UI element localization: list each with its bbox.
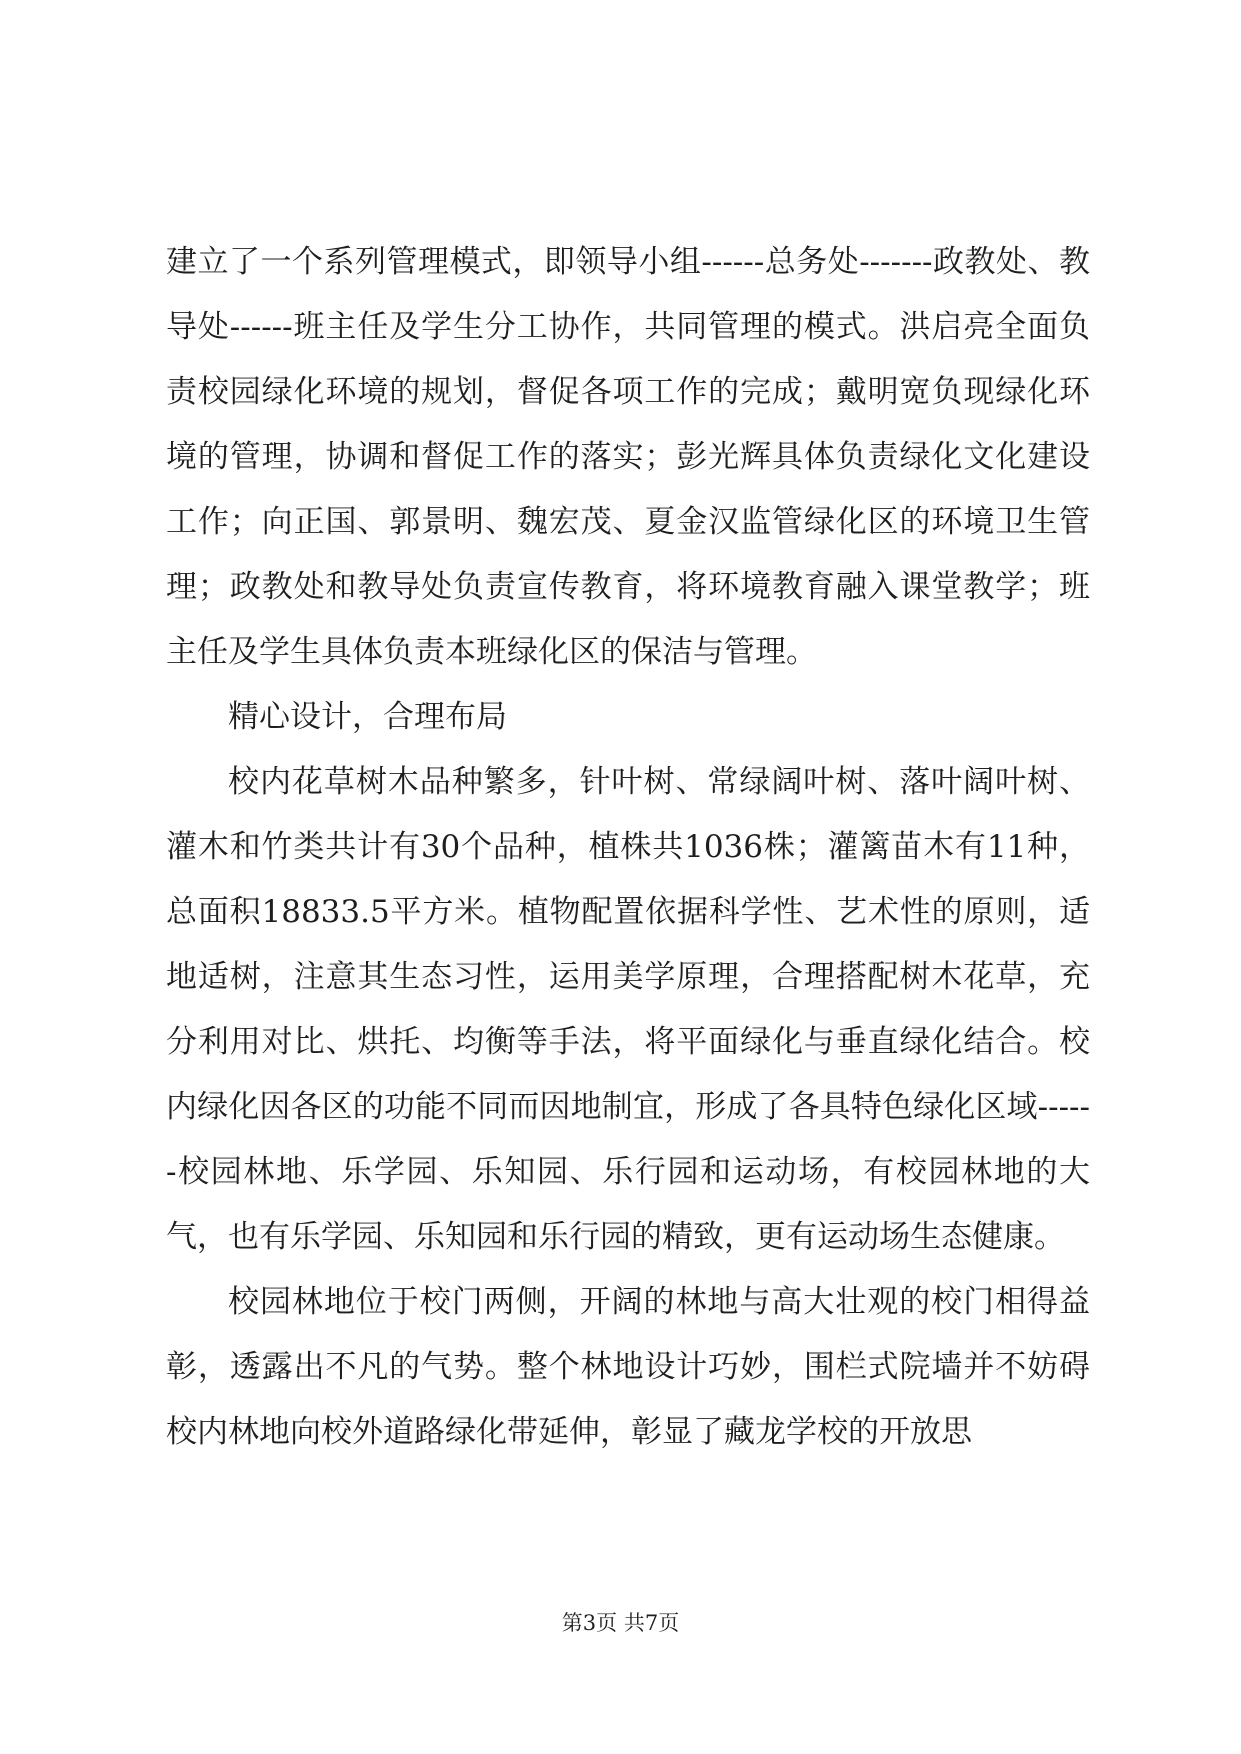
section-heading-design-layout: 精心设计，合理布局 [228,699,507,735]
page-number-label: 第3页 共7页 [561,1611,680,1635]
page-footer [0,1608,1241,1638]
paragraph-plant-varieties: 校内花草树木品种繁多，针叶树、常绿阔叶树、落叶阔叶树、灌木和竹类共计有30个品种，植株共1036株；灌篱苗木有11种，总面积18833.5平方米。植物配置依据科学性、艺术性的原则，适地适树，注意其生态习性，运用美学原理，合理搭配树木花草，充分利用对比、烘托、均衡等手法，将平面绿化与垂直绿化结合。校内绿化因各区的功能不同而因地制宜，形成了各具特色绿化区域------校园林地、乐学园、乐知园、乐行园和运动场，有校园林地的大气，也有乐学园、乐知园和乐行园的精致，更有运动场生态健康。 [166,764,1090,1255]
paragraph-management-structure: 建立了一个系列管理模式，即领导小组------总务处-------政教处、教导处------班主任及学生分工协作，共同管理的模式。洪启亮全面负责校园绿化环境的规划，督促各项工作的完成；戴明宽负现绿化环境的管理，协调和督促工作的落实；彭光辉具体负责绿化文化建设工作；向正国、郭景明、魏宏茂、夏金汉监管绿化区的环境卫生管理；政教处和教导处负责宣传教育，将环境教育融入课堂教学；班主任及学生具体负责本班绿化区的保洁与管理。 [166,244,1090,670]
paragraph-campus-woodland: 校园林地位于校门两侧，开阔的林地与高大壮观的校门相得益彰，透露出不凡的气势。整个林地设计巧妙，围栏式院墙并不妨碍校内林地向校外道路绿化带延伸，彰显了藏龙学校的开放思 [166,1284,1090,1450]
document-body [166,230,1090,1465]
